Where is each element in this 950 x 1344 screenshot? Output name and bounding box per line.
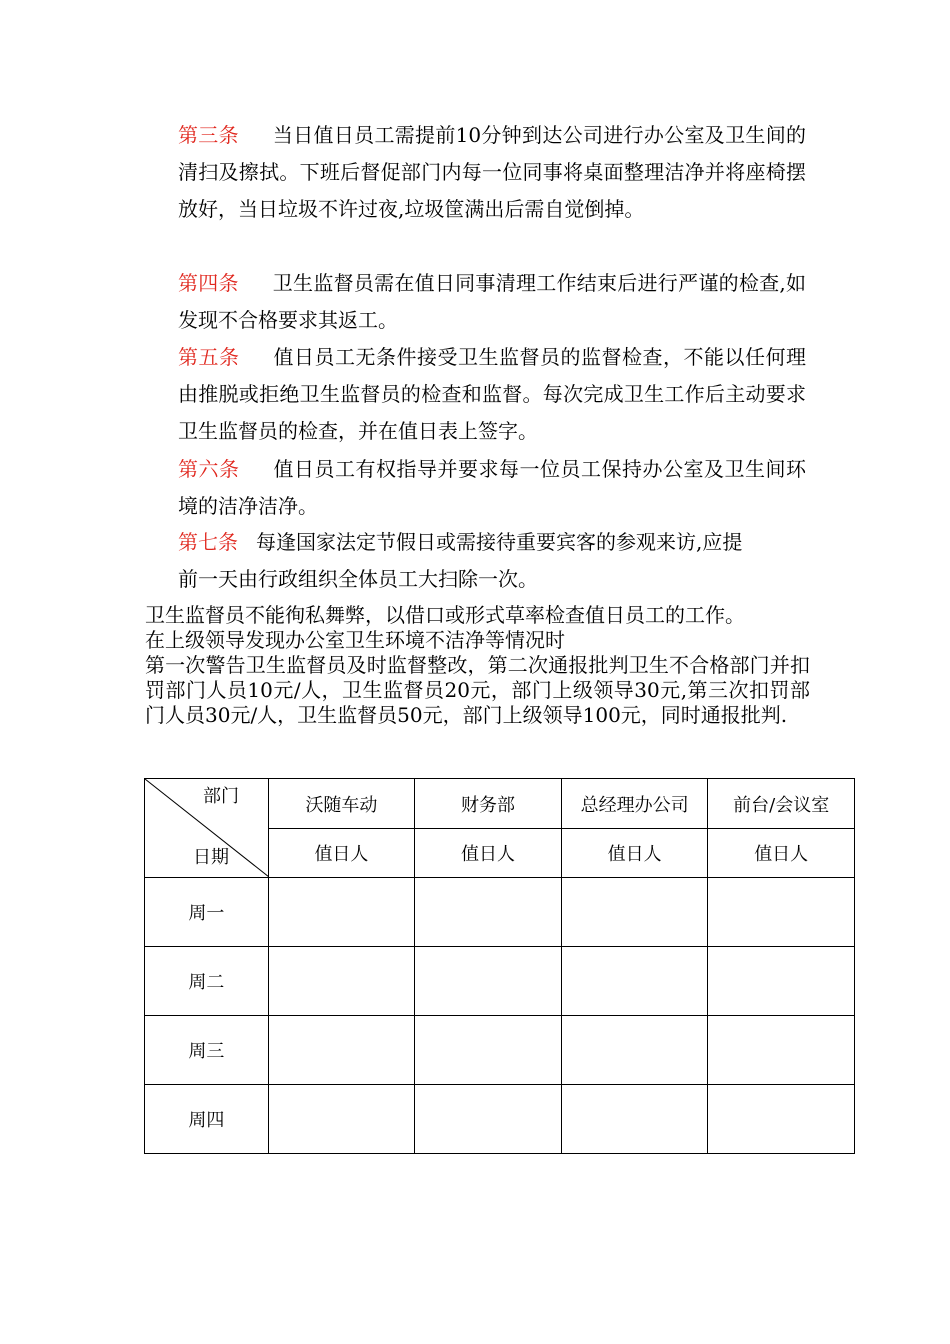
day-label: 周四 bbox=[145, 1085, 269, 1154]
table-header-row bbox=[145, 779, 855, 829]
article-text: 每逢国家法定节假日或需接待重要宾客的参观来访,应提 bbox=[256, 530, 743, 554]
duty-cell[interactable] bbox=[268, 878, 415, 947]
duty-cell[interactable] bbox=[708, 878, 855, 947]
note-line: 第一次警告卫生监督员及时监督整改，第二次通报批判卫生不合格部门并扣罚部门人员10元/人，卫生监督员20元，部门上级领导30元,第三次扣罚部门人员30元/人，卫生监督员50元，部门上级领导100元，同时通报批判. bbox=[145, 653, 810, 727]
article-4 bbox=[178, 265, 806, 339]
duty-cell[interactable] bbox=[708, 1016, 855, 1085]
article-5 bbox=[178, 339, 806, 450]
article-6 bbox=[178, 451, 806, 525]
note-line: 在上级领导发现办公室卫生环境不洁净等情况时 bbox=[145, 628, 565, 652]
duty-cell[interactable] bbox=[708, 947, 855, 1016]
duty-cell[interactable] bbox=[268, 1016, 415, 1085]
note-line: 卫生监督员不能徇私舞弊，以借口或形式草率检查值日员工的工作。 bbox=[145, 603, 745, 627]
duty-cell[interactable] bbox=[268, 1085, 415, 1154]
duty-cell[interactable] bbox=[561, 1016, 708, 1085]
article-7 bbox=[178, 524, 806, 598]
duty-cell[interactable] bbox=[561, 947, 708, 1016]
department-header: 沃随车动 bbox=[268, 779, 415, 829]
article-label: 第七条 bbox=[178, 530, 238, 554]
article-text: 值日员工无条件接受卫生监督员的监督检查，不能以任何理由推脱或拒绝卫生监督员的检查和监督。每次完成卫生工作后主动要求卫生监督员的检查，并在值日表上签字。 bbox=[178, 345, 806, 443]
article-label: 第五条 bbox=[178, 345, 240, 369]
duty-person-header: 值日人 bbox=[268, 829, 415, 878]
duty-roster-table bbox=[144, 778, 855, 1154]
department-header: 总经理办公司 bbox=[561, 779, 708, 829]
department-header: 前台/会议室 bbox=[708, 779, 855, 829]
duty-cell[interactable] bbox=[268, 947, 415, 1016]
article-label: 第三条 bbox=[178, 123, 239, 147]
duty-cell[interactable] bbox=[415, 947, 562, 1016]
duty-cell[interactable] bbox=[708, 1085, 855, 1154]
duty-cell[interactable] bbox=[415, 878, 562, 947]
article-text: 当日值日员工需提前10分钟到达公司进行办公室及卫生间的清扫及擦拭。下班后督促部门内每一位同事将桌面整理洁净并将座椅摆放好，当日垃圾不许过夜,垃圾筐满出后需自觉倒掉。 bbox=[178, 123, 807, 221]
duty-cell[interactable] bbox=[415, 1085, 562, 1154]
day-label: 周三 bbox=[145, 1016, 269, 1085]
duty-person-header: 值日人 bbox=[708, 829, 855, 878]
duty-cell[interactable] bbox=[415, 1016, 562, 1085]
day-label: 周二 bbox=[145, 947, 269, 1016]
duty-person-header: 值日人 bbox=[561, 829, 708, 878]
article-text-continued: 前一天由行政组织全体员工大扫除一次。 bbox=[178, 567, 538, 591]
duty-cell[interactable] bbox=[561, 1085, 708, 1154]
table-row bbox=[145, 947, 855, 1016]
table-row bbox=[145, 1016, 855, 1085]
article-label: 第六条 bbox=[178, 457, 240, 481]
day-label: 周一 bbox=[145, 878, 269, 947]
article-text: 卫生监督员需在值日同事清理工作结束后进行严谨的检查,如发现不合格要求其返工。 bbox=[178, 271, 807, 332]
department-header: 财务部 bbox=[415, 779, 562, 829]
table-row bbox=[145, 1085, 855, 1154]
article-label: 第四条 bbox=[178, 271, 239, 295]
duty-person-header: 值日人 bbox=[415, 829, 562, 878]
corner-department-label: 部门 bbox=[203, 786, 239, 807]
table-row bbox=[145, 878, 855, 947]
corner-cell bbox=[145, 779, 269, 878]
corner-date-label: 日期 bbox=[193, 847, 229, 868]
duty-cell[interactable] bbox=[561, 878, 708, 947]
article-text: 值日员工有权指导并要求每一位员工保持办公室及卫生间环境的洁净洁净。 bbox=[178, 457, 806, 518]
article-3 bbox=[178, 117, 806, 228]
supervision-notes bbox=[145, 603, 810, 728]
